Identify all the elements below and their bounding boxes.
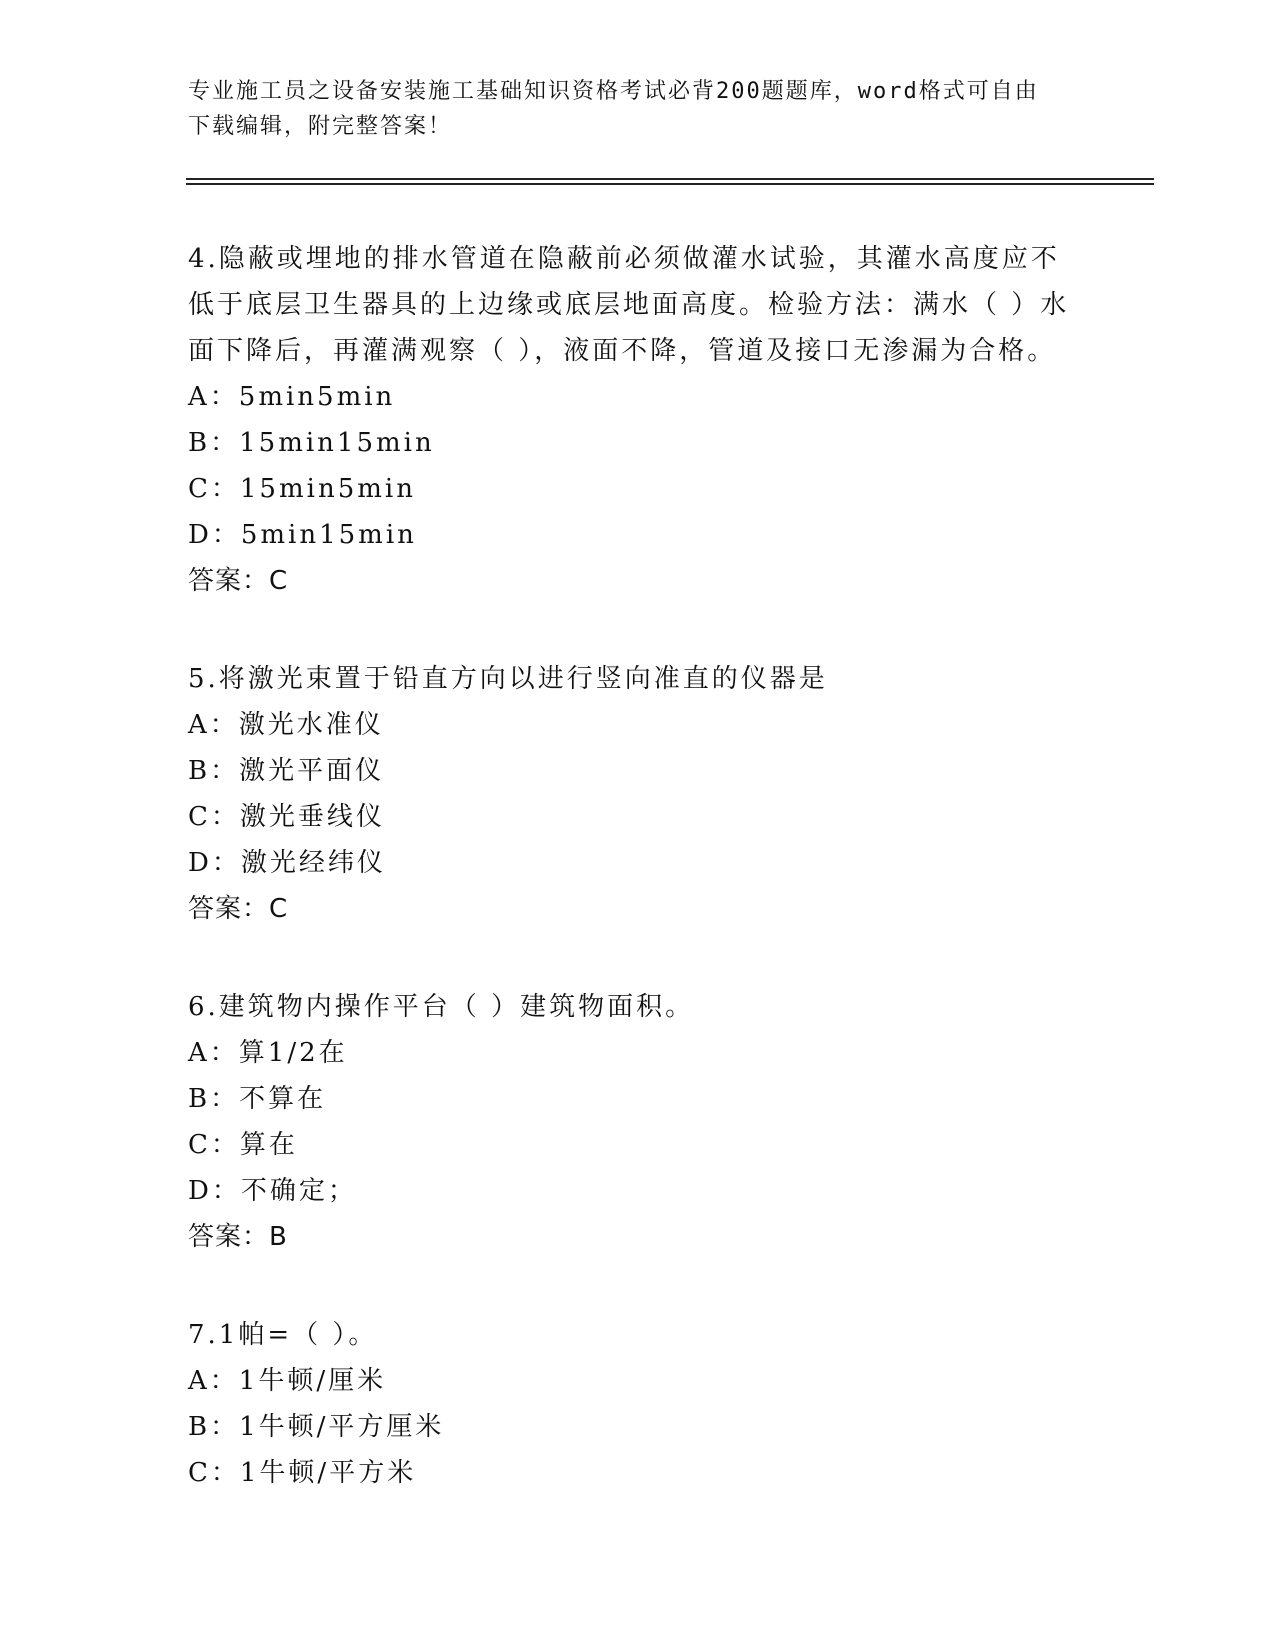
header-line-1: 专业施工员之设备安装施工基础知识资格考试必背200题题库，word格式可自由 [188,79,1039,104]
option-c: C：1牛顿/平方米 [188,1458,417,1488]
stem-line: 低于底层卫生器具的上边缘或底层地面高度。检验方法：满水（ ）水 [188,290,1070,320]
stem-line: 面下降后，再灌满观察（ ），液面不降，管道及接口无渗漏为合格。 [188,336,1057,366]
option-d: D：5min15min [188,520,417,550]
option-b: B：15min15min [188,428,435,458]
header-rule-top [186,178,1154,180]
option-d: D：激光经纬仪 [188,848,386,878]
question-5 [188,656,1088,932]
question-7 [188,1312,1088,1496]
question-list [188,236,1088,1548]
answer: 答案：B [188,1222,288,1252]
option-b: B：不算在 [188,1084,327,1114]
stem-line: 6.建筑物内操作平台（ ）建筑物面积。 [188,992,695,1022]
option-c: C：算在 [188,1130,298,1160]
option-a: A：激光水准仪 [188,710,384,740]
answer: 答案：C [188,894,289,924]
option-a: A：算1/2在 [188,1038,348,1068]
stem-line: 5.将激光束置于铅直方向以进行竖向准直的仪器是 [188,664,828,694]
header-line-2: 下载编辑，附完整答案！ [188,114,453,139]
question-stem [188,236,1088,374]
option-c: C：15min5min [188,474,416,504]
document-header [188,74,1088,144]
question-stem [188,656,1088,702]
question-4 [188,236,1088,604]
question-stem [188,984,1088,1030]
option-c: C：激光垂线仪 [188,802,385,832]
question-6 [188,984,1088,1260]
stem-line: 7.1帕=（ ）。 [188,1320,378,1350]
answer: 答案：C [188,566,289,596]
option-a: A：5min5min [188,382,396,412]
option-b: B：激光平面仪 [188,756,385,786]
header-rule-bottom [186,183,1154,185]
option-d: D：不确定； [188,1176,357,1206]
option-b: B：1牛顿/平方厘米 [188,1412,445,1442]
option-a: A：1牛顿/厘米 [188,1366,387,1396]
stem-line: 4.隐蔽或埋地的排水管道在隐蔽前必须做灌水试验，其灌水高度应不 [188,244,1060,274]
question-stem [188,1312,1088,1358]
